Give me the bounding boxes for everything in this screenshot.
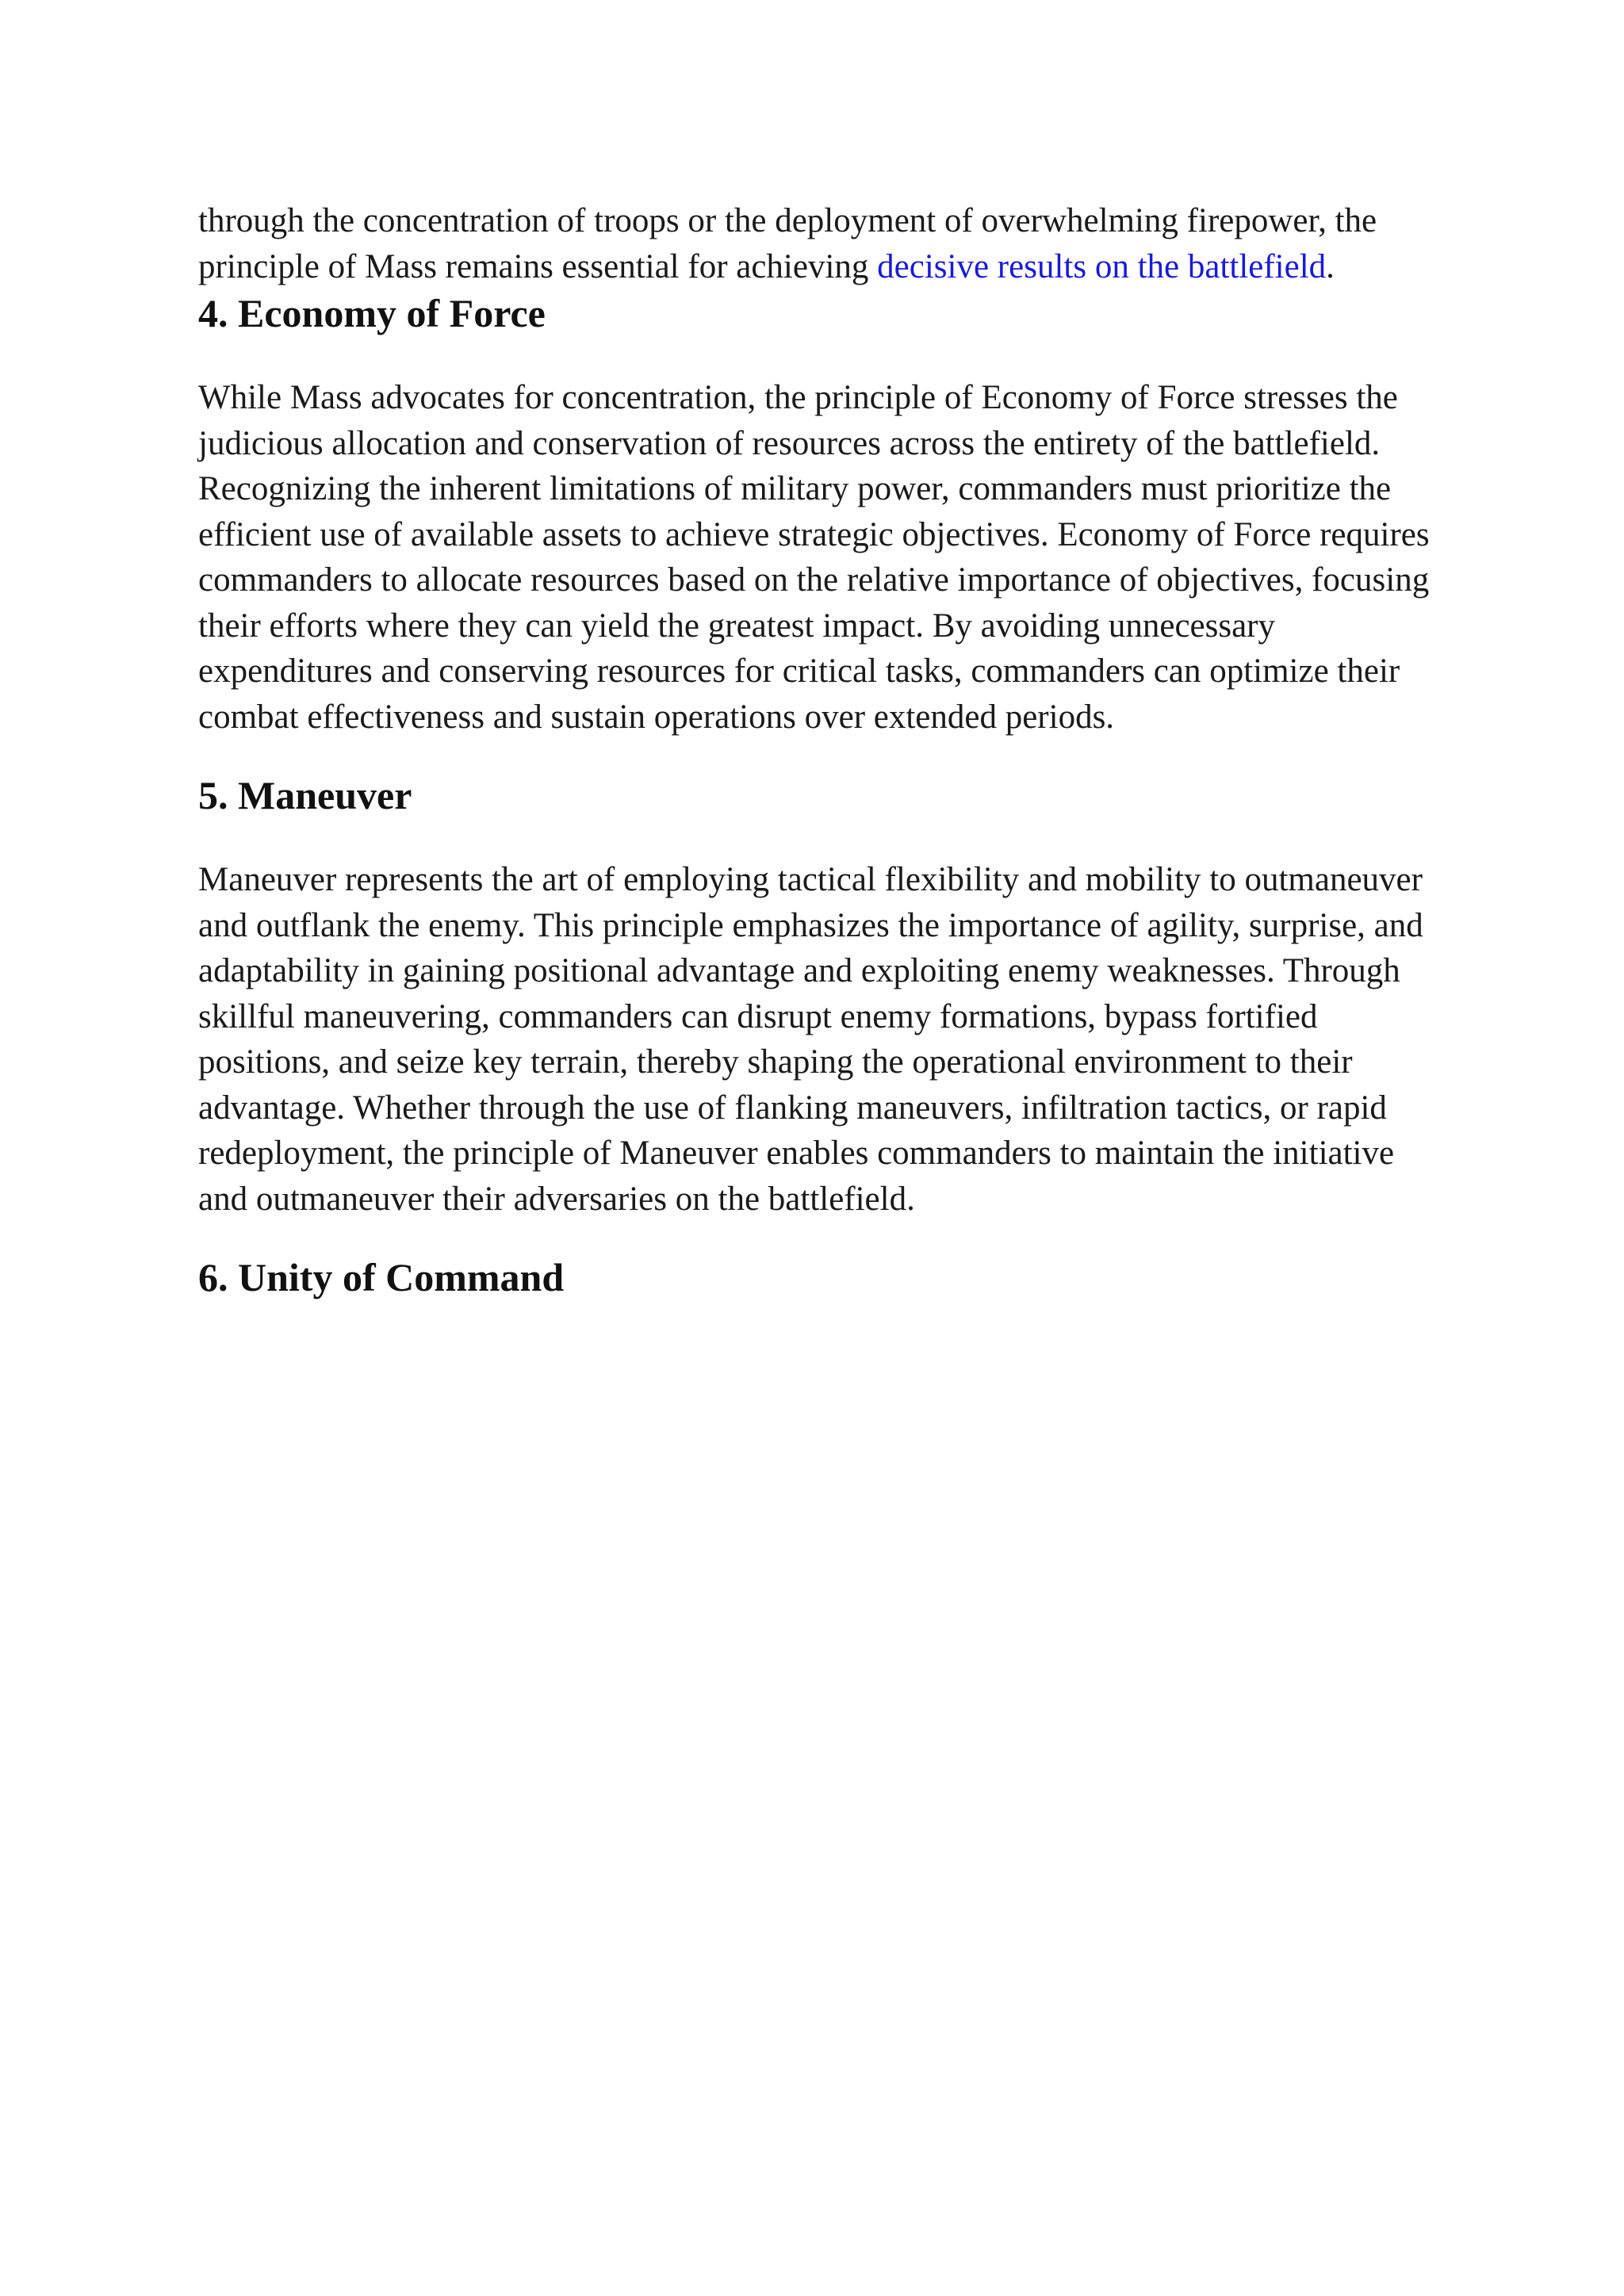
spacer [198, 1222, 1451, 1253]
section-body-maneuver: Maneuver represents the art of employing tactical flexibility and mobility to outmaneuver and outflank the enemy. This principle emphasizes the importance of agility, surprise, and adaptability in gaining positional advantage and exploiting enemy weaknesses. Through skillful maneuvering, commanders can disrupt enemy formations, bypass fortified positions, and seize key terrain, thereby shaping the operational environment to their advantage. Whether through the use of flanking maneuvers, infiltration tactics, or rapid redeployment, the principle of Maneuver enables commanders to maintain the initiative and outmaneuver their adversaries on the battlefield. [198, 861, 1423, 1218]
intro-text: through the concentration of troops or the deployment of overwhelming firepower, the principle of Mass remains essential for achieving [198, 202, 1377, 285]
intro-text-end: . [1326, 247, 1335, 285]
document-content [198, 198, 1451, 1301]
spacer [198, 819, 1451, 857]
section-heading-maneuver: 5. Maneuver [198, 773, 412, 817]
intro-paragraph [198, 198, 1451, 289]
spacer [198, 337, 1451, 375]
section-heading-economy-of-force: 4. Economy of Force [198, 291, 546, 335]
spacer [198, 740, 1451, 771]
decisive-results-link[interactable]: decisive results on the battlefield [877, 247, 1327, 285]
section-body-economy-of-force: While Mass advocates for concentration, the principle of Economy of Force stresses the judicious allocation and conservation of resources across the entirety of the battlefield. Recognizing the inherent limitations of military power, commanders must prioritize the efficient use of available assets to achieve strategic objectives. Economy of Force requires commanders to allocate resources based on the relative importance of objectives, focusing their efforts where they can yield the greatest impact. By avoiding unnecessary expenditures and conserving resources for critical tasks, commanders can optimize their combat effectiveness and sustain operations over extended periods. [198, 379, 1430, 736]
section-heading-unity-of-command: 6. Unity of Command [198, 1255, 565, 1299]
